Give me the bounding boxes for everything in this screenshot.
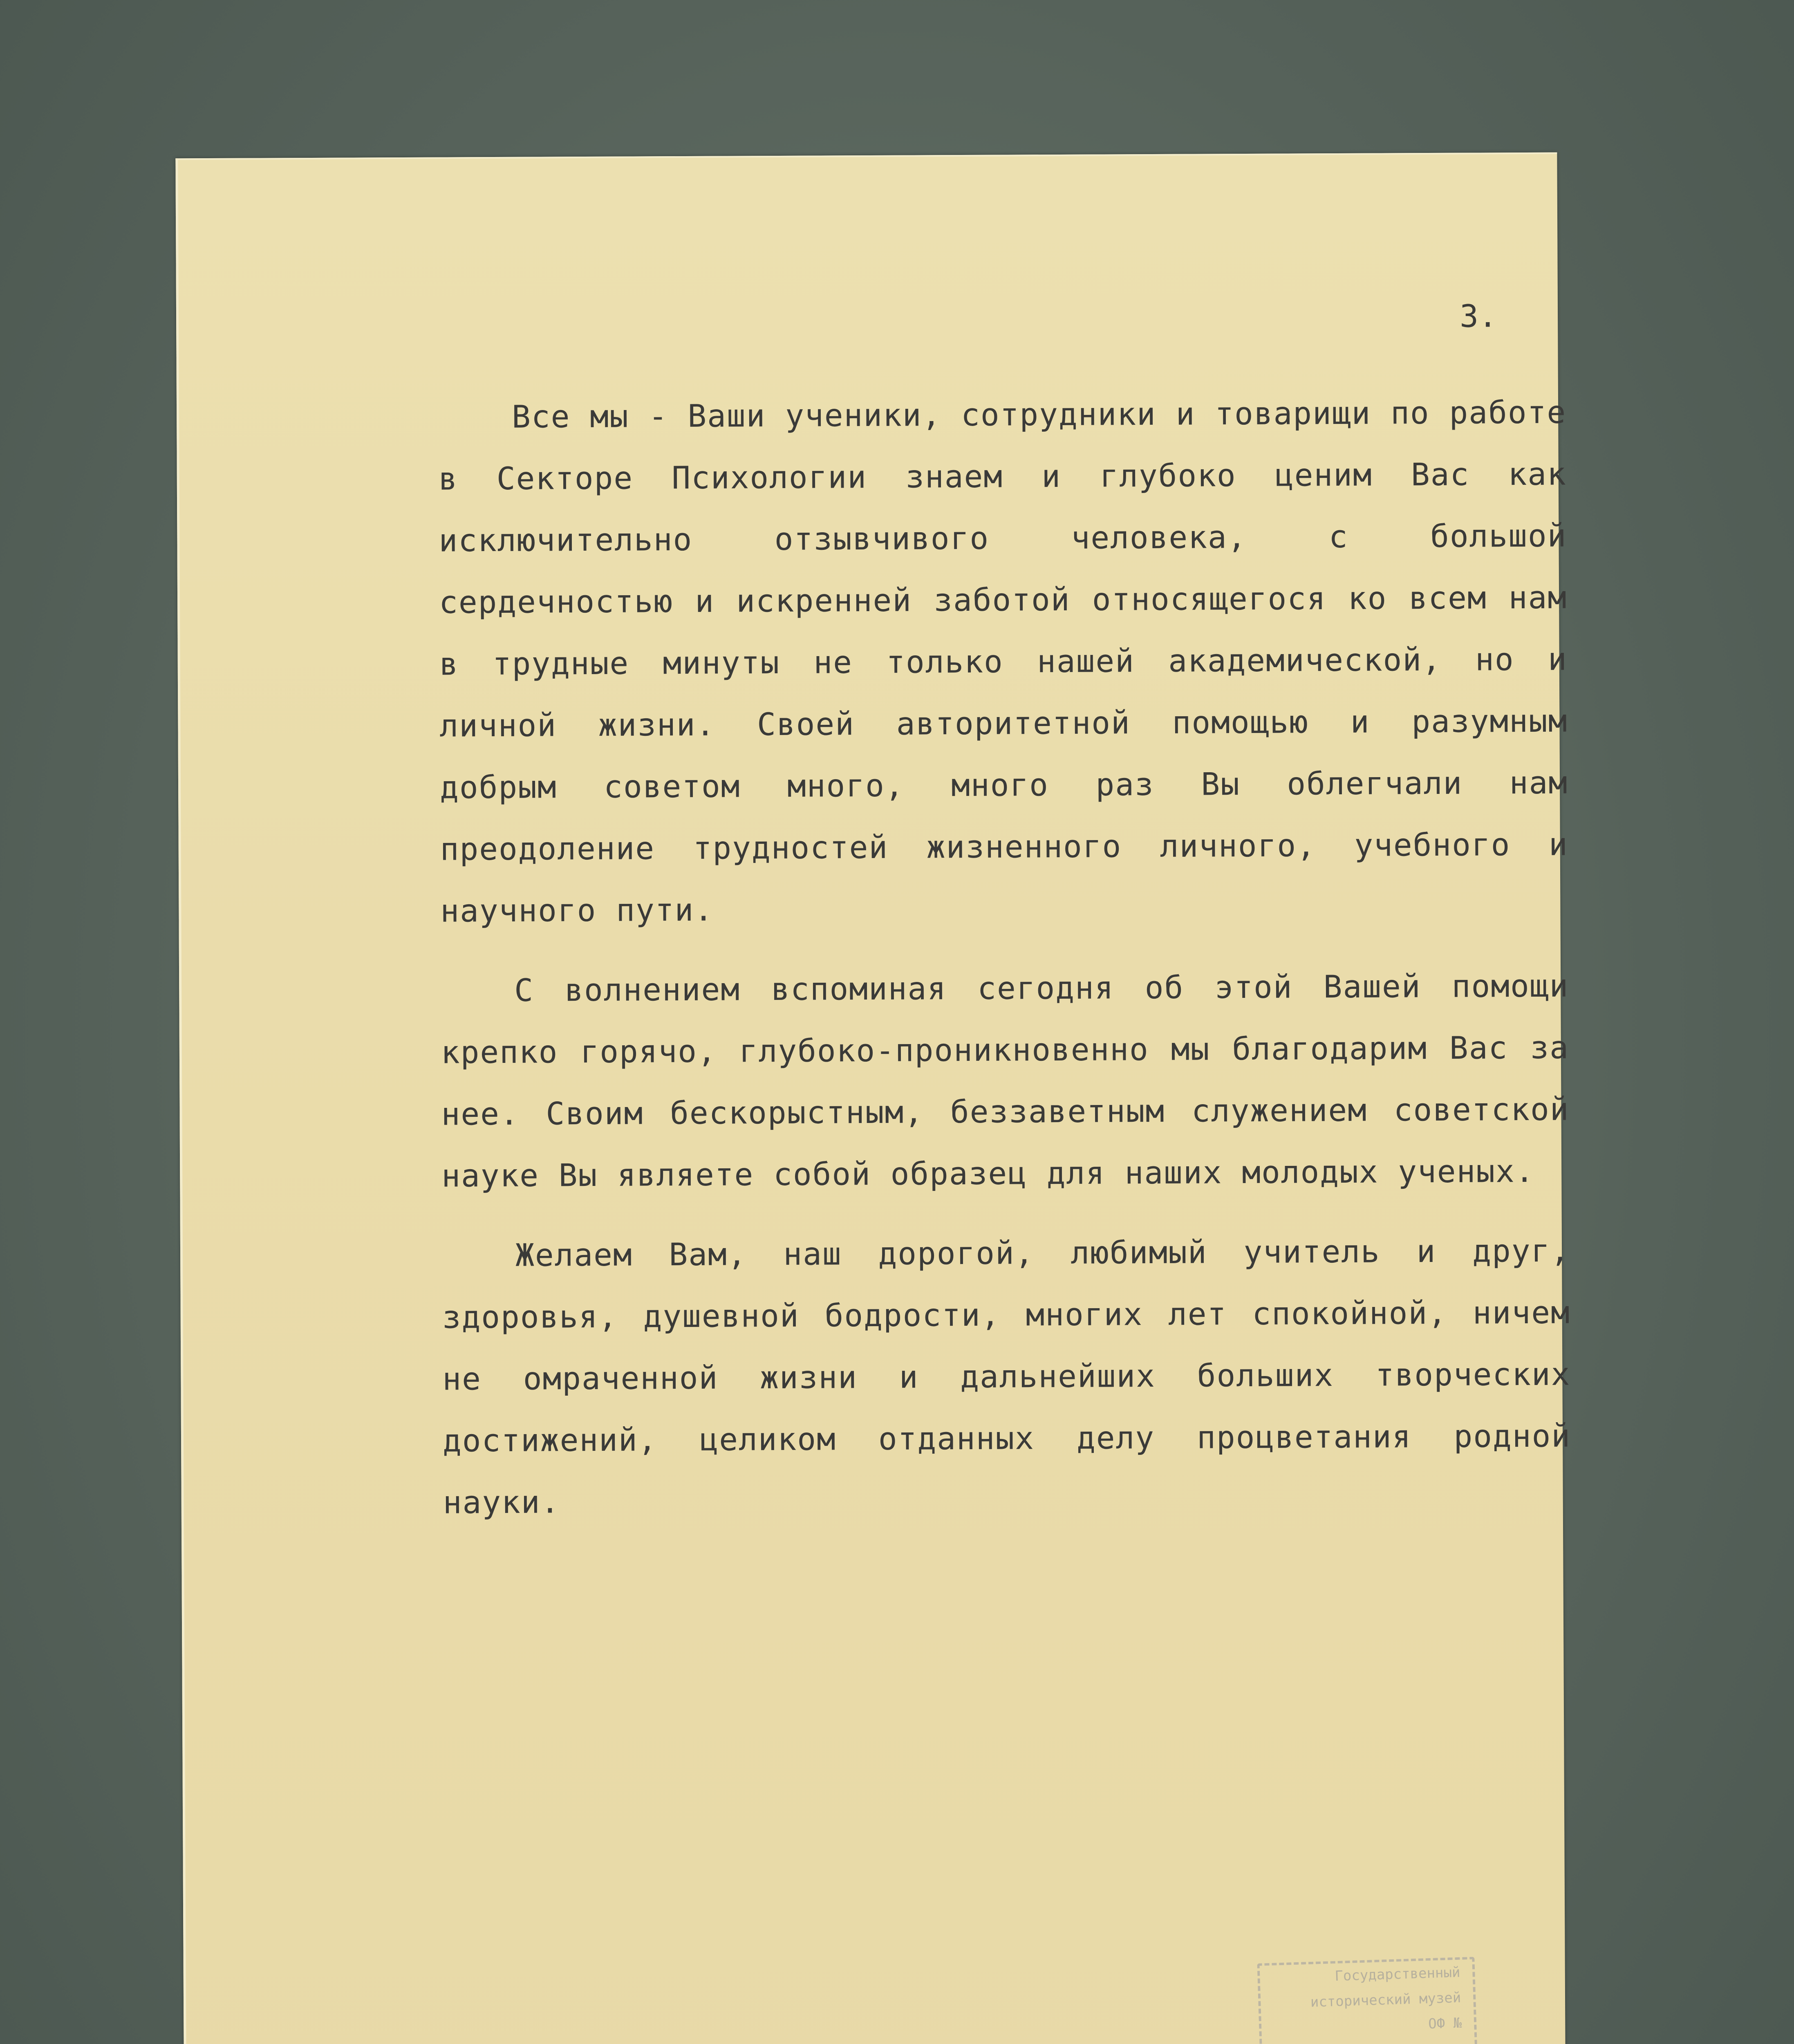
letter-body	[438, 381, 1571, 1551]
paragraph-2: С волнением вспоминая сегодня об этой Вашей помощи крепко горячо, глубоко-проникновенно мы благодарим Вас за нее. Своим бескорыстным, беззаветным служением советской науке Вы являете собой образец для наших молодых ученых.	[441, 967, 1570, 1194]
paragraph-1: Все мы - Ваши ученики, сотрудники и товарищи по работе в Секторе Психологии знаем и глубоко ценим Вас как исключительно отзывчивого человека, с большой сердечностью и искренней заботой относящегося ко всем нам в трудные минуты не только нашей академической, но и личной жизни. Своей авторитетной помощью и разумным добрым советом много, много раз Вы облегчали нам преодоление трудностей жизненного личного, учебного и научного пути.	[438, 394, 1568, 929]
typewritten-page	[175, 152, 1571, 2044]
stamp-line-3: ОФ №	[1428, 2015, 1462, 2033]
archive-stamp	[1257, 1957, 1477, 2044]
stamp-line-2: исторический музей	[1310, 1989, 1461, 2010]
stamp-line-1: Государственный	[1334, 1964, 1460, 1985]
paragraph-3: Желаем Вам, наш дорогой, любимый учитель и друг, здоровья, душевной бодрости, многих лет спокойной, ничем не омраченной жизни и дальнейших больших творческих достижений, целиком отданных делу процветания родной науки.	[442, 1232, 1571, 1521]
page-number: 3.	[1459, 298, 1497, 334]
